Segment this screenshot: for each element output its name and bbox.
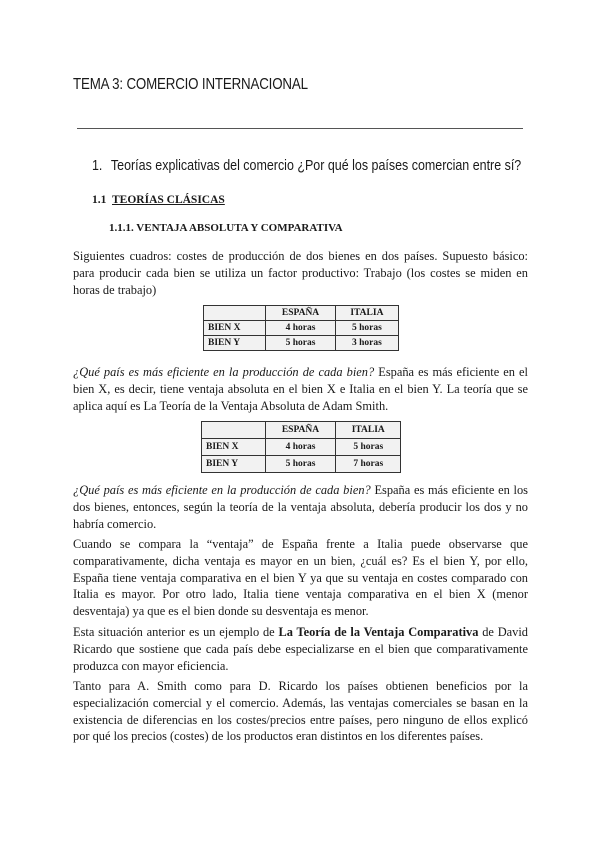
table-header-cell [204,306,266,321]
section-number: 1. [92,158,103,174]
paragraph-conclusion: Tanto para A. Smith como para D. Ricardo los países obtienen beneficios por la especialización comercial y el comercio. Además, las ventajas comerciales se basan en la existencia de diferencias en los costes/precios entre países, pero ninguno de ellos explicó por qué los precios (costes) de los productos eran distintos en los diferentes países. [73,679,528,744]
table-header-cell [202,422,266,439]
subsection-number: 1.1 [92,194,107,206]
row-label: BIEN X [204,321,266,336]
table-row [202,456,401,473]
table-cell: 4 horas [266,321,336,336]
table-cell: 4 horas [265,439,336,456]
table-cell: 5 horas [336,439,401,456]
table-cell: 5 horas [265,456,336,473]
cost-table-2 [201,421,401,473]
table-header-cell: ESPAÑA [265,422,336,439]
question-text: ¿Qué país es más eficiente en la producción de cada bien? [73,483,371,497]
table-cell: 7 horas [336,456,401,473]
table-header-row [202,422,401,439]
cost-table-1 [203,305,399,351]
table-row [204,321,399,336]
section-title: Teorías explicativas del comercio ¿Por qué los países comercian entre sí? [110,158,522,174]
theory-name: La Teoría de la Ventaja Comparativa [278,625,479,639]
table-cell: 5 horas [335,321,398,336]
table-header-cell: ITALIA [335,306,398,321]
section-heading-1-1-1: 1.1.1. VENTAJA ABSOLUTA Y COMPARATIVA [109,222,343,234]
table-row [204,336,399,351]
table-cell: 3 horas [335,336,398,351]
paragraph-comparative: Cuando se compara la “ventaja” de España frente a Italia puede observarse que comparativamente, dicha ventaja es mayor en un bien, ¿cuál es? Es el bien Y, por ello, España tiene ventaja comparativa en el bien Y ya que su ventaja en costes comparado con Italia es mayor. Por otro lado, Italia tiene ventaja comparativa en el bien X (menor desventaja) ya que es el bien donde su desventaja es menor. [73,537,528,619]
paragraph-absolute-advantage: ¿Qué país es más eficiente en la producción de cada bien? España es más eficiente en el bien X, es decir, tiene ventaja absoluta en el bien X e Italia en el bien Y. La teoría que se aplica aquí es La Teoría de la Ventaja Absoluta de Adam Smith. [73,365,528,413]
table-header-row [204,306,399,321]
table-header-cell: ESPAÑA [266,306,336,321]
table-header-cell: ITALIA [336,422,401,439]
subsection-title: TEORÍAS CLÁSICAS [112,194,225,206]
table-row [202,439,401,456]
section-heading-1 [92,158,521,174]
question-text: ¿Qué país es más eficiente en la producción de cada bien? [73,365,375,379]
paragraph-intro: Siguientes cuadros: costes de producción de dos bienes en dos países. Supuesto básico: para producir cada bien se utiliza un factor productivo: Trabajo (los costes se miden en horas de trabajo) [73,249,528,297]
table-cell: 5 horas [266,336,336,351]
row-label: BIEN Y [204,336,266,351]
section-heading-1-1 [92,194,225,206]
row-label: BIEN X [202,439,266,456]
paragraph-both-goods: ¿Qué país es más eficiente en la producción de cada bien? España es más eficiente en los dos bienes, entonces, según la teoría de la ventaja absoluta, debería producir los dos y no habría comercio. [73,483,528,531]
title-divider [77,128,523,129]
row-label: BIEN Y [202,456,266,473]
page-title: TEMA 3: COMERCIO INTERNACIONAL [73,76,308,93]
paragraph-ricardo: Esta situación anterior es un ejemplo de La Teoría de la Ventaja Comparativa de David Ricardo que sostiene que cada país debe especializarse en el bien que comparativamente produzca con mayor eficiencia. [73,625,528,673]
